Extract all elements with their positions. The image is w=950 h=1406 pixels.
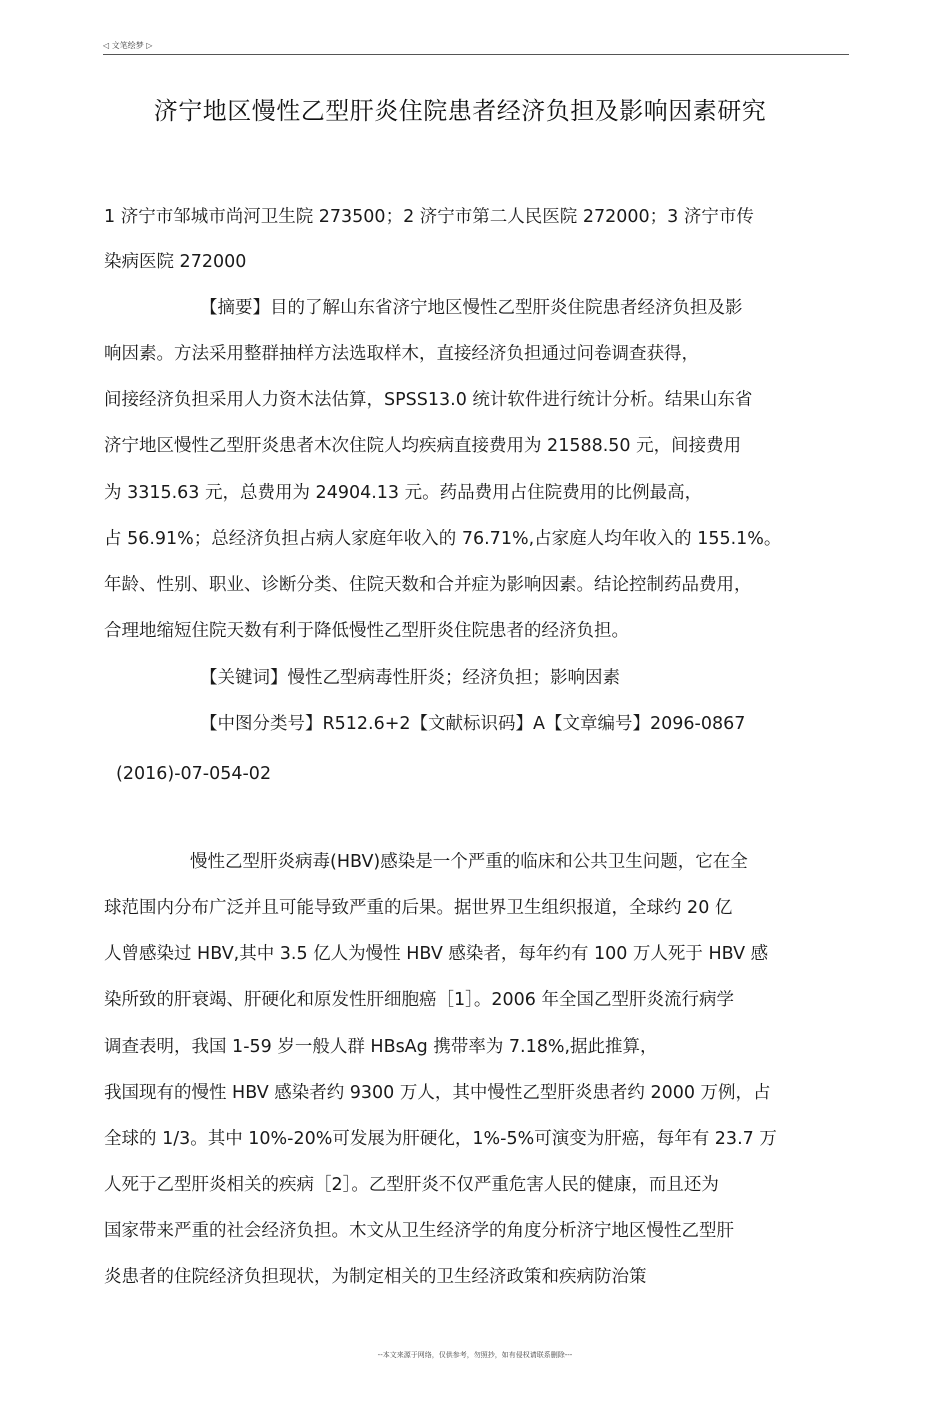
body-line: 球范围内分布广泛并且可能导致严重的后果。据世界卫生组织报道，全球约 20 亿: [104, 898, 733, 918]
header-brand: ◁ 文笔绘梦 ▷: [103, 41, 153, 50]
body-line: 调查表明，我国 1-59 岁一般人群 HBsAg 携带率为 7.18%,据此推算，: [104, 1037, 658, 1057]
classification-line: 【中图分类号】R512.6+2【文献标识码】A【文章编号】2096-0867: [200, 714, 746, 734]
abstract-line: 年龄、性别、职业、诊断分类、住院天数和合并症为影响因素。结论控制药品费用，: [104, 575, 752, 595]
body-line: 人曾感染过 HBV,其中 3.5 亿人为慢性 HBV 感染者，每年约有 100 万人死于 HBV 感: [104, 944, 769, 964]
body-line: 国家带来严重的社会经济负担。木文从卫生经济学的角度分析济宁地区慢性乙型肝: [104, 1221, 734, 1241]
abstract-line: 间接经济负担采用人力资木法估算，SPSS13.0 统计软件进行统计分析。结果山东省: [104, 390, 753, 410]
affiliation-line: 染病医院 272000: [104, 252, 247, 272]
document-title: 济宁地区慢性乙型肝炎住院患者经济负担及影响因素研究: [153, 97, 767, 125]
affiliation-line: 1 济宁市邹城市尚河卫生院 273500；2 济宁市第二人民医院 272000；3 济宁市传: [104, 207, 754, 227]
footer-disclaimer: --本文来源于网络，仅供参考，勿照抄，如有侵权请联系删除---: [377, 1351, 573, 1359]
body-line: 慢性乙型肝炎病毒(HBV)感染是一个严重的临床和公共卫生问题，它在全: [190, 852, 748, 872]
abstract-line: 占 56.91%；总经济负担占病人家庭年收入的 76.71%,占家庭人均年收入的 155.1%。: [104, 529, 782, 549]
body-line: 我国现有的慢性 HBV 感染者约 9300 万人，其中慢性乙型肝炎患者约 2000 万例，占: [104, 1083, 771, 1103]
body-line: 染所致的肝衰竭、肝硬化和原发性肝细胞癌［1］。2006 年全国乙型肝炎流行病学: [104, 990, 734, 1010]
body-line: 人死于乙型肝炎相关的疾病［2］。乙型肝炎不仅严重危害人民的健康，而且还为: [104, 1175, 719, 1195]
abstract-line: 【摘要】目的了解山东省济宁地区慢性乙型肝炎住院患者经济负担及影: [200, 298, 743, 318]
body-line: 炎患者的住院经济负担现状，为制定相关的卫生经济政策和疾病防治策: [104, 1267, 647, 1287]
abstract-line: 响因素。方法采用整群抽样方法选取样木，直接经济负担通过问卷调查获得，: [104, 344, 699, 364]
abstract-line: 为 3315.63 元，总费用为 24904.13 元。药品费用占住院费用的比例最高，: [104, 483, 703, 503]
classification-line: (2016)-07-054-02: [116, 764, 272, 784]
page-header: [103, 40, 849, 55]
abstract-line: 济宁地区慢性乙型肝炎患者木次住院人均疾病直接费用为 21588.50 元，间接费用: [104, 436, 742, 456]
body-line: 全球的 1/3。其中 10%-20%可发展为肝硬化，1%-5%可演变为肝癌，每年有 23.7 万: [104, 1129, 777, 1149]
keywords: 【关键词】慢性乙型病毒性肝炎；经济负担；影响因素: [200, 668, 620, 688]
abstract-line: 合理地缩短住院天数有利于降低慢性乙型肝炎住院患者的经济负担。: [104, 621, 629, 641]
